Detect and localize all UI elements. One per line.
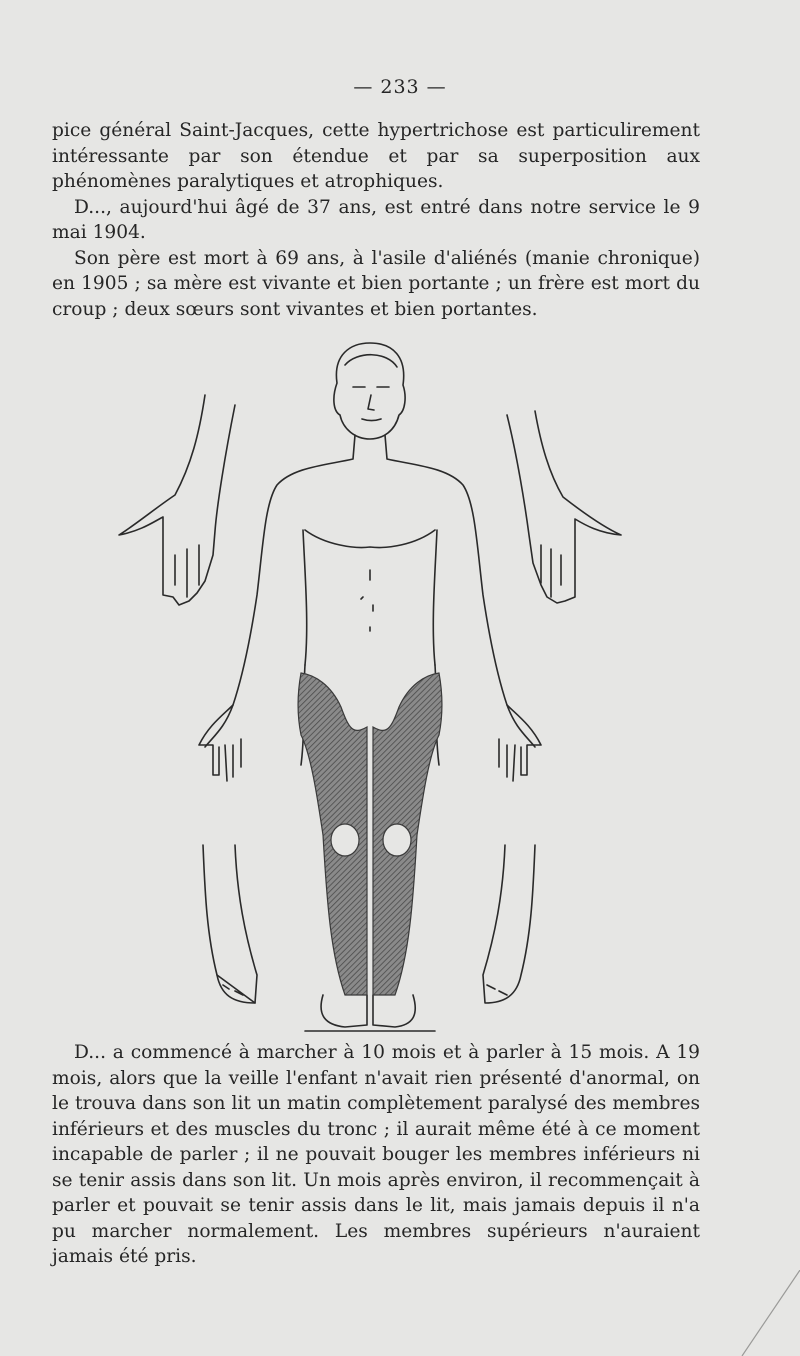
paragraph: pice général Saint-Jacques, cette hypertrichose est particulirement intéressante par son étendue et par sa superposition aux phénomènes paralytiques et atrophiques. bbox=[52, 120, 700, 192]
paragraph: Son père est mort à 69 ans, à l'asile d'aliénés (manie chronique) en 1905 ; sa mère est vivante et bien portante ; un frère est mort du croup ; deux sœurs sont vivantes et bien portantes. bbox=[52, 247, 700, 320]
hatched-region bbox=[298, 673, 442, 995]
body-diagram-icon bbox=[105, 335, 635, 1035]
head-outline bbox=[334, 343, 405, 439]
anatomical-figure bbox=[105, 335, 635, 1035]
text-block-bottom bbox=[52, 1040, 700, 1270]
paragraph: D... a commencé à marcher à 10 mois et à parler à 15 mois. A 19 mois, alors que la veille l'enfant n'avait rien présenté d'anormal, on le trouva dans son lit un matin complètement paralysé des membres inférieurs et des muscles du tronc ; il aurait même été à ce moment incapable de parler ; il ne pouvait bouger les membres inférieurs ni se tenir assis dans son lit. Un mois après environ, il recommençait à parler et pouvait se tenir assis dans le lit, mais jamais depuis il n'a pu marcher normalement. Les membres supérieurs n'auraient jamais été pris. bbox=[52, 1042, 700, 1267]
page-number: — 233 — bbox=[353, 76, 447, 98]
page-corner-fold bbox=[740, 1270, 800, 1356]
text-block-top bbox=[52, 118, 700, 322]
paragraph: D..., aujourd'hui âgé de 37 ans, est entré dans notre service le 9 mai 1904. bbox=[52, 196, 700, 243]
